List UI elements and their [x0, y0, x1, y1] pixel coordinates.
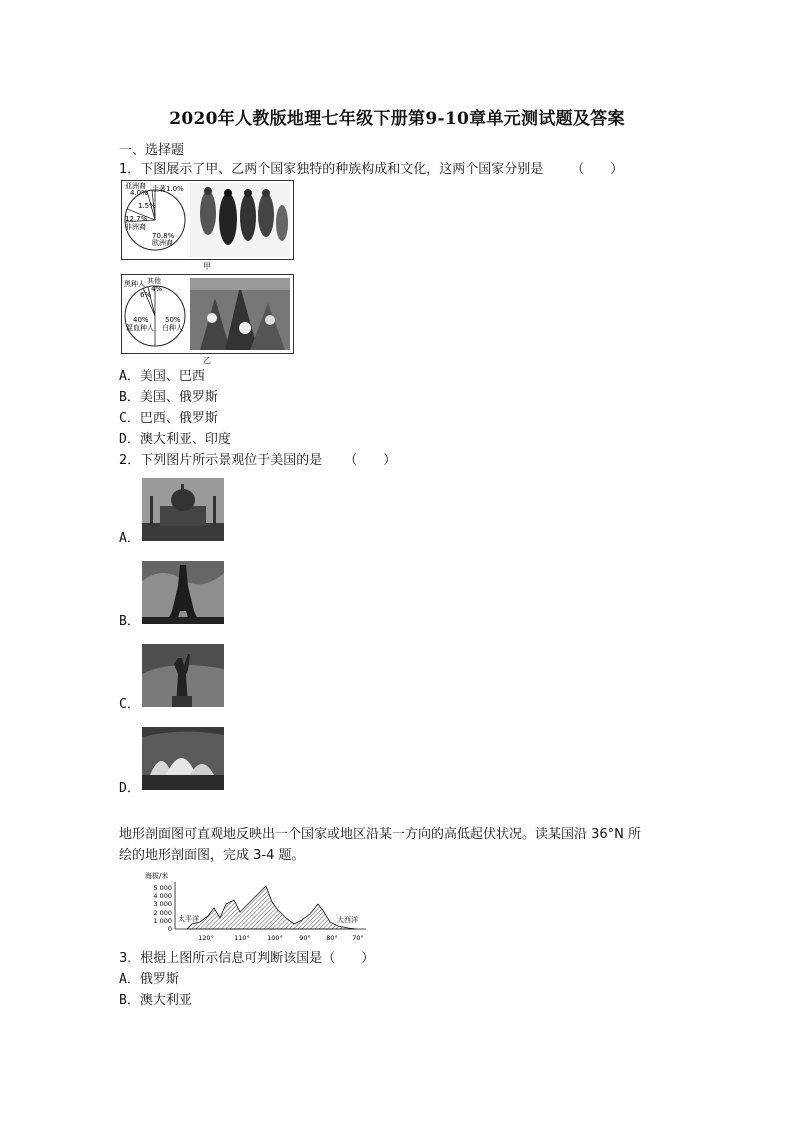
xtick: 110°	[234, 934, 250, 942]
pie-label: 欧洲裔	[152, 239, 173, 247]
carnival-photo	[190, 278, 290, 350]
ytick: 2 000	[153, 909, 172, 917]
pie-label: 4%	[151, 285, 163, 293]
statue-of-liberty-image	[142, 644, 224, 707]
question-2-stem	[119, 452, 396, 470]
ytick: 1 000	[153, 917, 172, 925]
option-b: B．美国、俄罗斯	[119, 390, 218, 405]
pie-label: 40%	[133, 316, 149, 324]
figure-yi-caption: 乙	[203, 356, 211, 365]
ytick: 3 000	[153, 900, 172, 908]
q2-option-c-label: C．	[119, 697, 140, 712]
athletes-photo	[190, 183, 290, 257]
pie-label: 白种人	[162, 324, 183, 332]
xtick: 100°	[267, 934, 283, 942]
xtick: 70°	[352, 934, 364, 942]
answer-paren: （ ）	[571, 162, 624, 177]
ytick: 5 000	[153, 884, 172, 892]
answer-paren: （ ）	[344, 453, 397, 468]
section-heading: 一、选择题	[119, 143, 185, 158]
option-a: A．美国、巴西	[119, 369, 205, 384]
xtick: 80°	[326, 934, 338, 942]
pie-label: 6%	[140, 291, 152, 299]
xtick: 120°	[198, 934, 214, 942]
q2-option-b-label: B．	[119, 614, 140, 629]
pie-label: 其他	[147, 277, 161, 285]
page-title: 2020年人教版地理七年级下册第9-10章单元测试题及答案	[169, 109, 625, 129]
atlantic-label: 大西洋	[337, 916, 358, 924]
figure-jia-caption: 甲	[203, 262, 211, 271]
ytick: 0	[167, 925, 172, 933]
q3-option-b: B．澳大利亚	[119, 993, 192, 1008]
question-3-stem: 3．根据上图所示信息可判断该国是（ ）	[119, 951, 375, 966]
terrain-profile	[142, 868, 372, 944]
q2-option-d-label: D．	[119, 781, 140, 796]
ytick: 4 000	[153, 892, 172, 900]
option-d: D．澳大利亚、印度	[119, 432, 231, 447]
pie-label: 亚洲裔	[125, 182, 146, 190]
profile-ylabel: 海拔/米	[145, 872, 169, 880]
q3-option-a: A．俄罗斯	[119, 972, 179, 987]
pie-label: 4.0%	[130, 189, 148, 197]
pie-label: 70.8%	[152, 232, 175, 240]
pie-label: 黑种人	[124, 280, 145, 288]
pacific-label: 太平洋	[178, 915, 199, 923]
passage-line-1: 地形剖面图可直观地反映出一个国家或地区沿某一方向的高低起伏状况。读某国沿 36°N 所	[119, 827, 642, 842]
figure-yi	[121, 274, 294, 354]
figure-jia	[121, 180, 294, 260]
question-1-text: 1．下图展示了甲、乙两个国家独特的种族构成和文化，这两个国家分别是	[119, 162, 544, 177]
passage-line-2: 绘的地形剖面图，完成 3-4 题。	[119, 848, 305, 863]
pie-label: 1.5%	[138, 202, 156, 210]
question-2-text: 2．下列图片所示景观位于美国的是	[119, 453, 323, 468]
pie-label: 混血种人	[126, 324, 154, 332]
option-c: C．巴西、俄罗斯	[119, 411, 218, 426]
question-1-stem	[119, 161, 623, 179]
pie-label: 非洲裔	[125, 223, 146, 231]
pie-label: 土著1.0%	[152, 185, 184, 193]
sydney-opera-house-image	[142, 727, 224, 790]
xtick: 90°	[299, 934, 311, 942]
q2-option-a-label: A．	[119, 531, 140, 546]
pie-label: 12.7%	[125, 215, 148, 223]
eiffel-tower-image	[142, 561, 224, 624]
pie-label: 50%	[165, 316, 181, 324]
taj-mahal-image	[142, 478, 224, 541]
